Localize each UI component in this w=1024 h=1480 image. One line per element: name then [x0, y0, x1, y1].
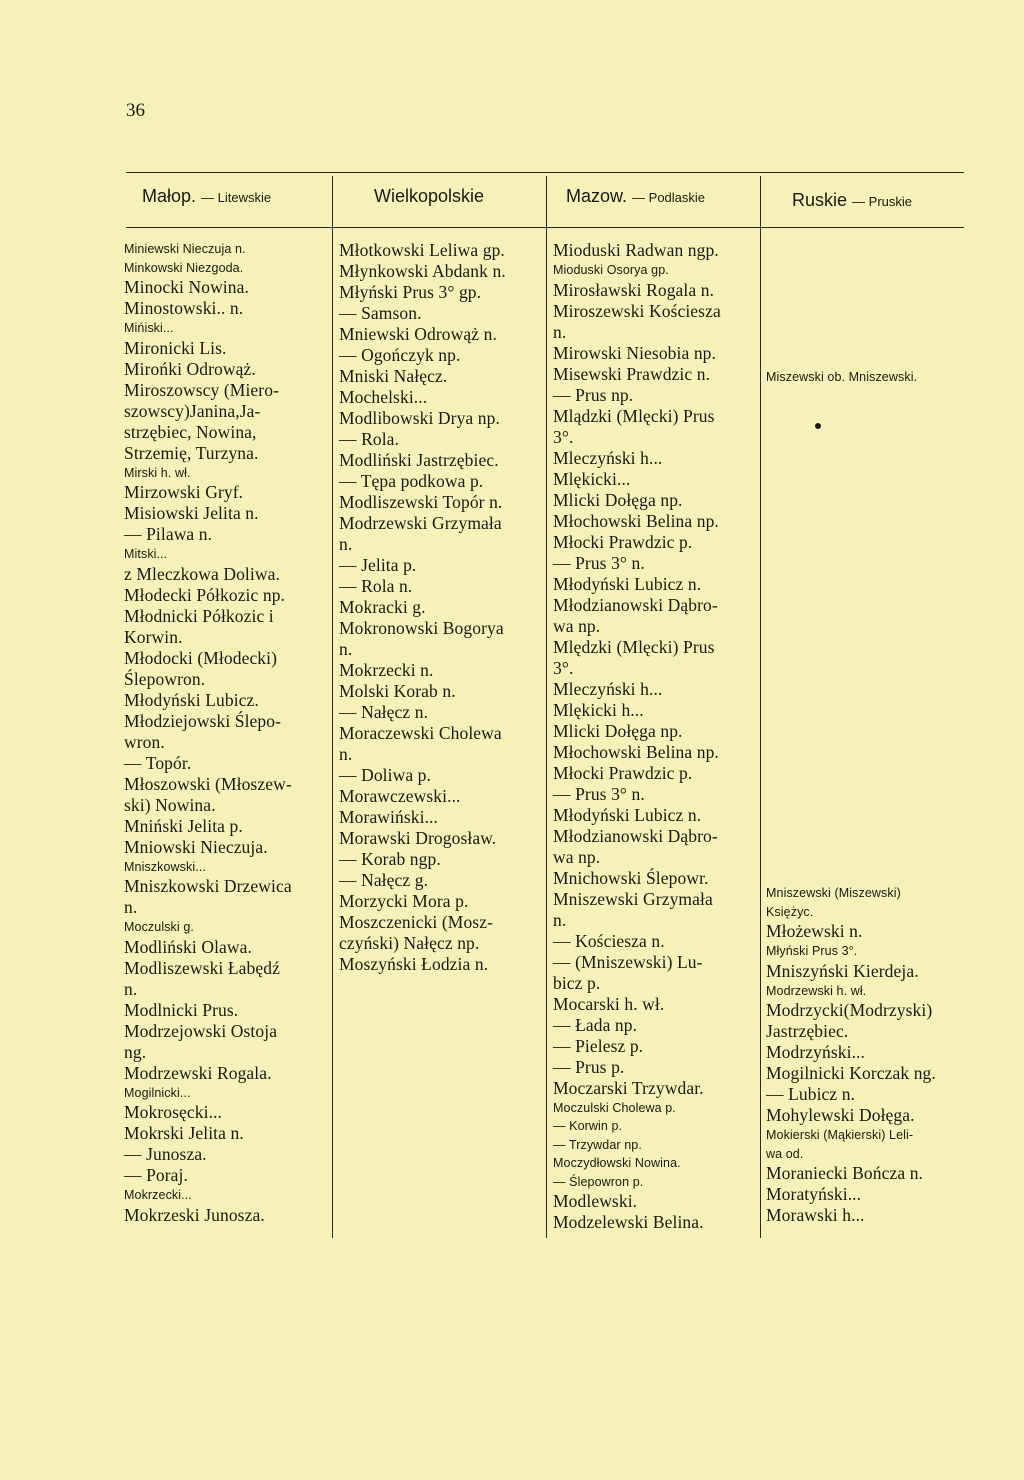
list-item: — Topór. [124, 752, 192, 773]
list-item: Młodzianowski Dąbro- wa np. [553, 594, 718, 636]
list-item: Mlicki Dołęga np. [553, 720, 683, 741]
list-item: Młodyński Lubicz. [124, 689, 259, 710]
page-number: 36 [126, 100, 145, 121]
list-item: — Nałęcz n. [339, 702, 429, 722]
list-item: Modrzycki(Modrzyski) Jastrzębiec. [766, 1000, 933, 1041]
list-item: Mniszewski Grzymała n. [553, 888, 713, 930]
list-item: Modliszewski Łabędź n. [124, 957, 280, 999]
list-item: Morawczewski... [339, 786, 461, 806]
list-item: — Doliwa p. [339, 765, 431, 785]
list-item: Mirski h. wł. [124, 465, 191, 480]
list-item: Misiowski Jelita n. [124, 503, 259, 523]
list-item: — Rola n. [339, 576, 413, 596]
list-item: Mokrosęcki... [124, 1102, 223, 1122]
header-main: Małop. [142, 186, 197, 206]
list-item: Moczulski Cholewa p. [553, 1100, 676, 1115]
list-item: Mniszkowski Drzewica n. [124, 876, 292, 917]
header-sub: — Pruskie [852, 194, 913, 209]
list-item: Młodyński Lubicz n. [553, 573, 702, 594]
list-item: Mlicki Dołęga np. [553, 489, 683, 510]
list-item: Mińiski... [124, 321, 174, 335]
list-item: — Trzywdar np. [553, 1137, 642, 1152]
list-item: Modlnicki Prus. [124, 999, 239, 1020]
list-item: Minocki Nowina. [124, 277, 249, 297]
list-item: Mirońki Odrowąż. [124, 358, 256, 379]
list-item: Mirzowski Gryf. [124, 482, 244, 502]
list-item: Młochowski Belina np. [553, 741, 719, 762]
list-item: Mogilnicki... [124, 1085, 191, 1100]
list-item: Modliński Olawa. [124, 936, 252, 957]
list-item: z Mleczkowa Doliwa. [124, 563, 280, 584]
list-item: — Kościesza n. [553, 930, 665, 951]
list-item: Młynkowski Abdank n. [339, 261, 506, 281]
column-malopolskie [124, 240, 334, 1226]
header-rule [126, 227, 964, 228]
list-item: Młotkowski Leliwa gp. [339, 240, 505, 260]
list-item: Mioduski Radwan ngp. [553, 240, 719, 260]
list-item: Młyński Prus 3°. [766, 944, 858, 958]
list-item: Molski Korab n. [339, 681, 456, 701]
list-item: Mioduski Osorya gp. [553, 263, 669, 277]
list-item: Mogilnicki Korczak ng. [766, 1063, 936, 1083]
list-item: — Tępa podkowa p. [339, 471, 484, 491]
list-item: — Rola. [339, 429, 400, 449]
list-item: — Korab ngp. [339, 849, 441, 869]
list-item: Mlękicki... [553, 468, 631, 489]
list-item: Mniewski Odrowąż n. [339, 324, 497, 344]
decorative-dot [815, 423, 821, 429]
list-item: Modlibowski Drya np. [339, 408, 500, 428]
list-item: Moczulski g. [124, 920, 194, 934]
list-item: — Lubicz n. [766, 1084, 856, 1104]
list-item: — Nałęcz g. [339, 870, 429, 890]
header-malopolskie [142, 186, 271, 216]
list-item: — Jelita p. [339, 555, 417, 575]
header-ruskie [792, 190, 912, 220]
list-item: Młodyński Lubicz n. [553, 804, 702, 825]
list-item: Mokrzecki... [124, 1188, 192, 1202]
list-item: Mlękicki h... [553, 699, 644, 720]
list-item: Mniński Jelita p. [124, 815, 243, 836]
list-item: Mochelski... [339, 387, 428, 407]
list-item: Mnichowski Ślepowr. [553, 867, 709, 888]
list-item: Morawiński... [339, 807, 439, 827]
list-item: — Pielesz p. [553, 1035, 644, 1056]
column-divider [760, 176, 761, 1238]
top-rule [126, 172, 964, 173]
list-item: Moczydłowski Nowina. [553, 1156, 681, 1170]
list-item: Moszczenicki (Mosz- czyński) Nałęcz np. [339, 912, 493, 953]
list-item: Mleczyński h... [553, 447, 663, 468]
list-item: — Ogończyk np. [339, 345, 461, 365]
list-item: Modrzewski h. wł. [766, 983, 867, 998]
header-mazowieckie [566, 186, 705, 216]
header-wielkopolskie [374, 186, 484, 216]
list-item: Młyński Prus 3° gp. [339, 282, 482, 302]
header-sub: — Litewskie [201, 190, 272, 205]
list-item: — Samson. [339, 303, 422, 323]
list-item: Miszewski ob. Mniszewski. [766, 370, 918, 384]
list-item: Modliński Jastrzębiec. [339, 450, 499, 470]
list-item: — Prus 3° n. [553, 552, 645, 573]
list-item: Młocki Prawdzic p. [553, 531, 693, 552]
header-main: Wielkopolskie [374, 186, 485, 206]
list-item: — Ślepowron p. [553, 1174, 644, 1189]
list-item: — Prus p. [553, 1056, 625, 1077]
list-item: Morawski h... [766, 1205, 865, 1225]
header-main: Mazow. [566, 186, 628, 206]
list-item: — Pilawa n. [124, 524, 213, 544]
list-item: Modrzewski Rogala. [124, 1062, 272, 1083]
list-item: Modliszewski Topór n. [339, 492, 503, 512]
list-item: Miniewski Nieczuja n. [124, 242, 246, 256]
list-item: Młodzianowski Dąbro- wa np. [553, 825, 718, 867]
list-item: Moczarski Trzywdar. [553, 1077, 704, 1098]
list-item: Mokierski (Mąkierski) Leli- wa od. [766, 1128, 914, 1161]
list-item: Modlewski. [553, 1191, 638, 1211]
list-item: Młocki Prawdzic p. [553, 762, 693, 783]
list-item: Modrzyński... [766, 1042, 866, 1062]
header-main: Ruskie [792, 190, 848, 210]
list-item: Mniowski Nieczuja. [124, 836, 268, 857]
list-item: — (Mniszewski) Lu- bicz p. [553, 951, 703, 993]
list-item: Mirowski Niesobia np. [553, 342, 716, 363]
header-sub: — Podlaskie [632, 190, 706, 205]
list-item: Młodnicki Półkozic i Korwin. [124, 605, 274, 647]
list-item: Moraczewski Cholewa n. [339, 723, 502, 764]
column-wielkopolskie [339, 240, 544, 975]
list-item: Moraniecki Bończa n. [766, 1163, 924, 1183]
list-item: Moratyński... [766, 1184, 862, 1204]
list-item: Miroszewski Kościesza n. [553, 300, 721, 342]
list-item: Młoszowski (Młoszew- ski) Nowina. [124, 773, 292, 815]
column-ruskie [766, 884, 966, 1226]
list-item: Mlądzki (Mlęcki) Prus 3°. [553, 405, 715, 447]
list-item: Mokracki g. [339, 597, 426, 617]
column-mazowieckie [553, 240, 758, 1233]
list-item: Modrzewski Grzymała n. [339, 513, 502, 554]
column-ruskie-top [766, 368, 966, 387]
list-item: — Prus 3° n. [553, 783, 645, 804]
list-item: Modzelewski Belina. [553, 1212, 704, 1232]
list-item: Młodecki Półkozic np. [124, 584, 286, 605]
list-item: Mokrski Jelita n. [124, 1123, 244, 1143]
list-item: Misewski Prawdzic n. [553, 363, 711, 384]
list-item: Mocarski h. wł. [553, 993, 665, 1014]
list-item: Modrzejowski Ostoja ng. [124, 1020, 278, 1062]
list-item: Miroszowscy (Miero- szowscy)Janina,Ja- strzębiec, Nowina, Strzemię, Turzyna. [124, 379, 279, 463]
column-divider [546, 176, 547, 1238]
list-item: Morawski Drogosław. [339, 828, 497, 848]
list-item: Minkowski Niezgoda. [124, 260, 244, 275]
list-item: Mniszewski (Miszewski) Księżyc. [766, 886, 901, 919]
list-item: — Junosza. [124, 1144, 207, 1164]
list-item: Morzycki Mora p. [339, 891, 469, 911]
list-item: — Łada np. [553, 1014, 638, 1035]
list-item: Mokrzecki n. [339, 660, 434, 680]
list-item: Mleczyński h... [553, 678, 663, 699]
list-item: — Prus np. [553, 384, 634, 405]
list-item: — Korwin p. [553, 1119, 623, 1133]
list-item: Młodocki (Młodecki) Ślepowron. [124, 647, 278, 689]
list-item: Mniski Nałęcz. [339, 366, 448, 386]
list-item: — Poraj. [124, 1165, 188, 1185]
list-item: Mitski... [124, 547, 168, 561]
list-item: Mironicki Lis. [124, 337, 227, 358]
list-item: Mniszkowski... [124, 859, 206, 874]
list-item: Moszyński Łodzia n. [339, 954, 489, 974]
list-item: Mohylewski Dołęga. [766, 1105, 915, 1125]
list-item: Mlędzki (Mlęcki) Prus 3°. [553, 636, 715, 678]
list-item: Mokrzeski Junosza. [124, 1204, 265, 1225]
list-item: Młodziejowski Ślepo- wron. [124, 710, 282, 752]
list-item: Minostowski.. n. [124, 298, 244, 318]
list-item: Mniszyński Kierdeja. [766, 960, 919, 981]
list-item: Młochowski Belina np. [553, 510, 719, 531]
list-item: Mirosławski Rogala n. [553, 279, 715, 300]
list-item: Młożewski n. [766, 921, 863, 941]
list-item: Mokronowski Bogorya n. [339, 618, 504, 659]
